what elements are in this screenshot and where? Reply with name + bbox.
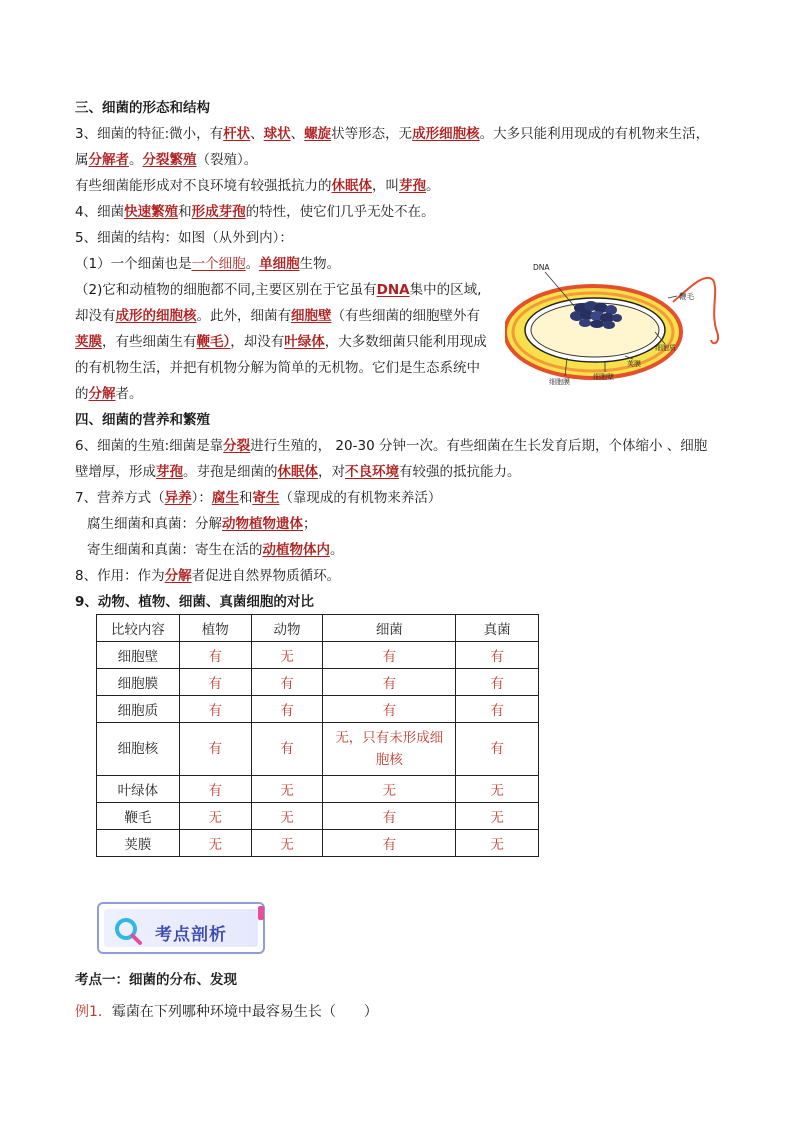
keyword: 分解 bbox=[164, 568, 192, 584]
paragraph-3b bbox=[75, 176, 440, 196]
keyword: 分裂 bbox=[223, 438, 251, 454]
search-icon bbox=[113, 916, 143, 946]
table-cell: 无 bbox=[251, 803, 323, 830]
text: 。大多只能利用现成的有机物来生活， bbox=[479, 126, 710, 142]
label-flagellum: 鞭毛 bbox=[679, 292, 694, 301]
text: 寄生细菌和真菌：寄生在活的 bbox=[87, 542, 263, 558]
label-cytoplasm: 细胞质 bbox=[655, 344, 676, 352]
paragraph-4 bbox=[75, 202, 435, 222]
section3-heading: 三、细菌的形态和结构 bbox=[75, 100, 210, 116]
text: ，对 bbox=[318, 464, 345, 480]
text: （1）一个细菌也是 bbox=[75, 256, 192, 272]
text: 。 bbox=[245, 256, 260, 272]
text: （靠现成的有机物来养活） bbox=[279, 490, 442, 506]
paragraph-3-line2 bbox=[75, 150, 257, 170]
table-row bbox=[97, 696, 539, 723]
text: 7、营养方式（ bbox=[75, 490, 165, 506]
keyword: DNA bbox=[376, 282, 410, 298]
text: 8、作用：作为 bbox=[75, 568, 165, 584]
example-label: 例1． bbox=[75, 1004, 112, 1020]
text: 进行生殖的， 20-30 分钟一次。有些细菌在生长发育后期，个体缩小 、细胞 bbox=[250, 438, 708, 454]
table-cell: 无 bbox=[251, 776, 323, 803]
table-row bbox=[97, 723, 539, 776]
table-cell: 有 bbox=[179, 776, 251, 803]
row-label: 细胞核 bbox=[97, 723, 180, 776]
text: 壁增厚，形成 bbox=[75, 464, 156, 480]
paragraph-5-2-line4: 的有机物生活，并把有机物分解为简单的无机物。它们是生态系统中 bbox=[75, 360, 480, 376]
paragraph-7-1 bbox=[87, 514, 317, 534]
cell-membrane-shape bbox=[531, 303, 659, 357]
keyword: 杆状 bbox=[223, 126, 251, 142]
table-cell: 有 bbox=[323, 830, 456, 857]
paragraph-6-line1 bbox=[75, 436, 707, 456]
keyword: 腐生 bbox=[211, 490, 239, 506]
row-label: 荚膜 bbox=[97, 830, 180, 857]
table-row bbox=[97, 830, 539, 857]
text: 腐生细菌和真菌：分解 bbox=[87, 516, 222, 532]
text: 。 bbox=[129, 152, 143, 168]
keyword: 形成芽孢 bbox=[191, 204, 246, 220]
text: 。 bbox=[426, 178, 440, 194]
text: 和 bbox=[238, 490, 253, 506]
text: 状等形态，无 bbox=[331, 126, 413, 142]
text: ，有些细菌生有 bbox=[102, 334, 197, 350]
table-cell: 无 bbox=[251, 642, 323, 669]
keyword: 分解者 bbox=[88, 152, 129, 168]
table-cell: 有 bbox=[323, 803, 456, 830]
paragraph-8 bbox=[75, 566, 340, 586]
table-cell: 有 bbox=[179, 669, 251, 696]
keyword: 荚膜 bbox=[75, 334, 102, 350]
comparison-table bbox=[96, 614, 539, 857]
badge-accent-mark bbox=[258, 906, 264, 920]
bacterium-diagram bbox=[505, 262, 725, 387]
text: 、 bbox=[250, 126, 264, 142]
text: 属 bbox=[75, 152, 89, 168]
text: 却没有 bbox=[75, 308, 116, 324]
text: ，却没有 bbox=[230, 334, 285, 350]
keyword: 单细胞 bbox=[259, 256, 300, 272]
table-cell: 有 bbox=[456, 642, 539, 669]
keyword: 成形的细胞核 bbox=[115, 308, 197, 324]
keyword: 鞭毛） bbox=[196, 334, 231, 350]
table-cell: 有 bbox=[323, 696, 456, 723]
row-label: 细胞壁 bbox=[97, 642, 180, 669]
table-cell: 有 bbox=[323, 669, 456, 696]
text: （有些细菌的细胞壁外有 bbox=[331, 308, 480, 324]
table-row bbox=[97, 803, 539, 830]
table-cell: 无，只有未形成细胞核 bbox=[323, 723, 456, 776]
paragraph-5-2-line2 bbox=[75, 306, 480, 326]
keyword: 不良环境 bbox=[345, 464, 399, 480]
text: 者促进自然界物质循环。 bbox=[191, 568, 341, 584]
keyword: 动物植物遗体 bbox=[222, 516, 303, 532]
example-text: 霉菌在下列哪种环境中最容易生长（ ） bbox=[111, 1004, 378, 1020]
table-cell: 无 bbox=[251, 830, 323, 857]
paragraph-7-2 bbox=[87, 540, 344, 560]
text: 有些细菌能形成对不良环境有较强抵抗力的 bbox=[75, 178, 332, 194]
keyword: 一个细胞 bbox=[191, 256, 246, 272]
text: 的 bbox=[75, 386, 89, 402]
text: 集中的区域, bbox=[409, 282, 482, 298]
paragraph-5-1 bbox=[75, 254, 340, 274]
table-cell: 无 bbox=[456, 830, 539, 857]
paragraph-3-line1 bbox=[75, 124, 709, 144]
keyword: 寄生 bbox=[252, 490, 280, 506]
text: （裂殖）。 bbox=[196, 152, 258, 168]
label-cell-wall: 细胞壁 bbox=[593, 373, 614, 381]
text: 的特性，使它们几乎无处不在。 bbox=[245, 204, 435, 220]
header-cell: 动物 bbox=[251, 615, 323, 642]
text: 。芽孢是细菌的 bbox=[183, 464, 278, 480]
text: 6、细菌的生殖:细菌是靠 bbox=[75, 438, 224, 454]
label-dna: DNA bbox=[533, 263, 550, 272]
keyword: 休眠体 bbox=[331, 178, 372, 194]
kaodian-1-heading: 考点一：细菌的分布、发现 bbox=[75, 972, 237, 988]
table-row bbox=[97, 642, 539, 669]
row-label: 细胞膜 bbox=[97, 669, 180, 696]
table-cell: 有 bbox=[251, 669, 323, 696]
section-badge bbox=[97, 902, 265, 954]
keyword: 叶绿体 bbox=[284, 334, 325, 350]
badge-title: 考点剖析 bbox=[155, 925, 227, 945]
text: ，叫 bbox=[372, 178, 399, 194]
paragraph-5-2-line3 bbox=[75, 332, 487, 352]
paragraph-9-heading: 9、动物、植物、细菌、真菌细胞的对比 bbox=[75, 594, 314, 610]
table-cell: 有 bbox=[456, 696, 539, 723]
keyword: 分解 bbox=[88, 386, 116, 402]
label-capsule: 荚膜 bbox=[627, 360, 641, 368]
keyword: 芽孢 bbox=[399, 178, 426, 194]
text: ，大多数细菌只能利用现成 bbox=[324, 334, 487, 350]
keyword: 球状 bbox=[263, 126, 291, 142]
table-cell: 有 bbox=[456, 723, 539, 776]
table-cell: 有 bbox=[323, 642, 456, 669]
row-label: 叶绿体 bbox=[97, 776, 180, 803]
table-cell: 有 bbox=[179, 723, 251, 776]
keyword: 动植物体内 bbox=[262, 542, 330, 558]
table-cell: 无 bbox=[323, 776, 456, 803]
row-label: 细胞质 bbox=[97, 696, 180, 723]
table-row bbox=[97, 669, 539, 696]
table-cell: 无 bbox=[456, 776, 539, 803]
keyword: 芽孢 bbox=[156, 464, 183, 480]
text: 生物。 bbox=[299, 256, 341, 272]
paragraph-6-line2 bbox=[75, 462, 521, 482]
table-cell: 有 bbox=[179, 642, 251, 669]
keyword: 快速繁殖 bbox=[124, 204, 179, 220]
table-cell: 有 bbox=[179, 696, 251, 723]
keyword: 分裂繁殖 bbox=[142, 152, 197, 168]
keyword: 异养 bbox=[164, 490, 192, 506]
header-cell: 真菌 bbox=[456, 615, 539, 642]
text: ）： bbox=[191, 490, 212, 506]
keyword: 休眠体 bbox=[277, 464, 318, 480]
text: 。 bbox=[330, 542, 344, 558]
paragraph-7 bbox=[75, 488, 441, 508]
table-row bbox=[97, 776, 539, 803]
text: 4、细菌 bbox=[75, 204, 125, 220]
table-cell: 有 bbox=[251, 696, 323, 723]
text: （2)它和动植物的细胞都不同,主要区别在于它虽有 bbox=[75, 282, 377, 298]
table-cell: 无 bbox=[179, 830, 251, 857]
keyword: 螺旋 bbox=[304, 126, 332, 142]
header-cell: 植物 bbox=[179, 615, 251, 642]
table-cell: 有 bbox=[456, 669, 539, 696]
table-header-row bbox=[97, 615, 539, 642]
paragraph-5-2-line5 bbox=[75, 384, 143, 404]
text: 和 bbox=[178, 204, 192, 220]
text: 有较强的抵抗能力。 bbox=[399, 464, 521, 480]
text: 。此外，细菌有 bbox=[196, 308, 291, 324]
text: 者。 bbox=[115, 386, 143, 402]
text: 3、细菌的特征:微小，有 bbox=[75, 126, 224, 142]
label-cell-membrane: 细胞膜 bbox=[549, 378, 570, 386]
table-cell: 无 bbox=[179, 803, 251, 830]
paragraph-5: 5、细菌的结构：如图（从外到内）： bbox=[75, 230, 293, 246]
header-cell: 比较内容 bbox=[97, 615, 180, 642]
keyword: 成形细胞核 bbox=[412, 126, 480, 142]
text: ； bbox=[303, 516, 317, 532]
row-label: 鞭毛 bbox=[97, 803, 180, 830]
text: 、 bbox=[290, 126, 305, 142]
keyword: 细胞壁 bbox=[291, 308, 332, 324]
section4-heading: 四、细菌的营养和繁殖 bbox=[75, 412, 210, 428]
table-cell: 无 bbox=[456, 803, 539, 830]
header-cell: 细菌 bbox=[323, 615, 456, 642]
example-1 bbox=[75, 1002, 378, 1022]
paragraph-5-2-line1 bbox=[75, 280, 481, 300]
table-cell: 有 bbox=[251, 723, 323, 776]
